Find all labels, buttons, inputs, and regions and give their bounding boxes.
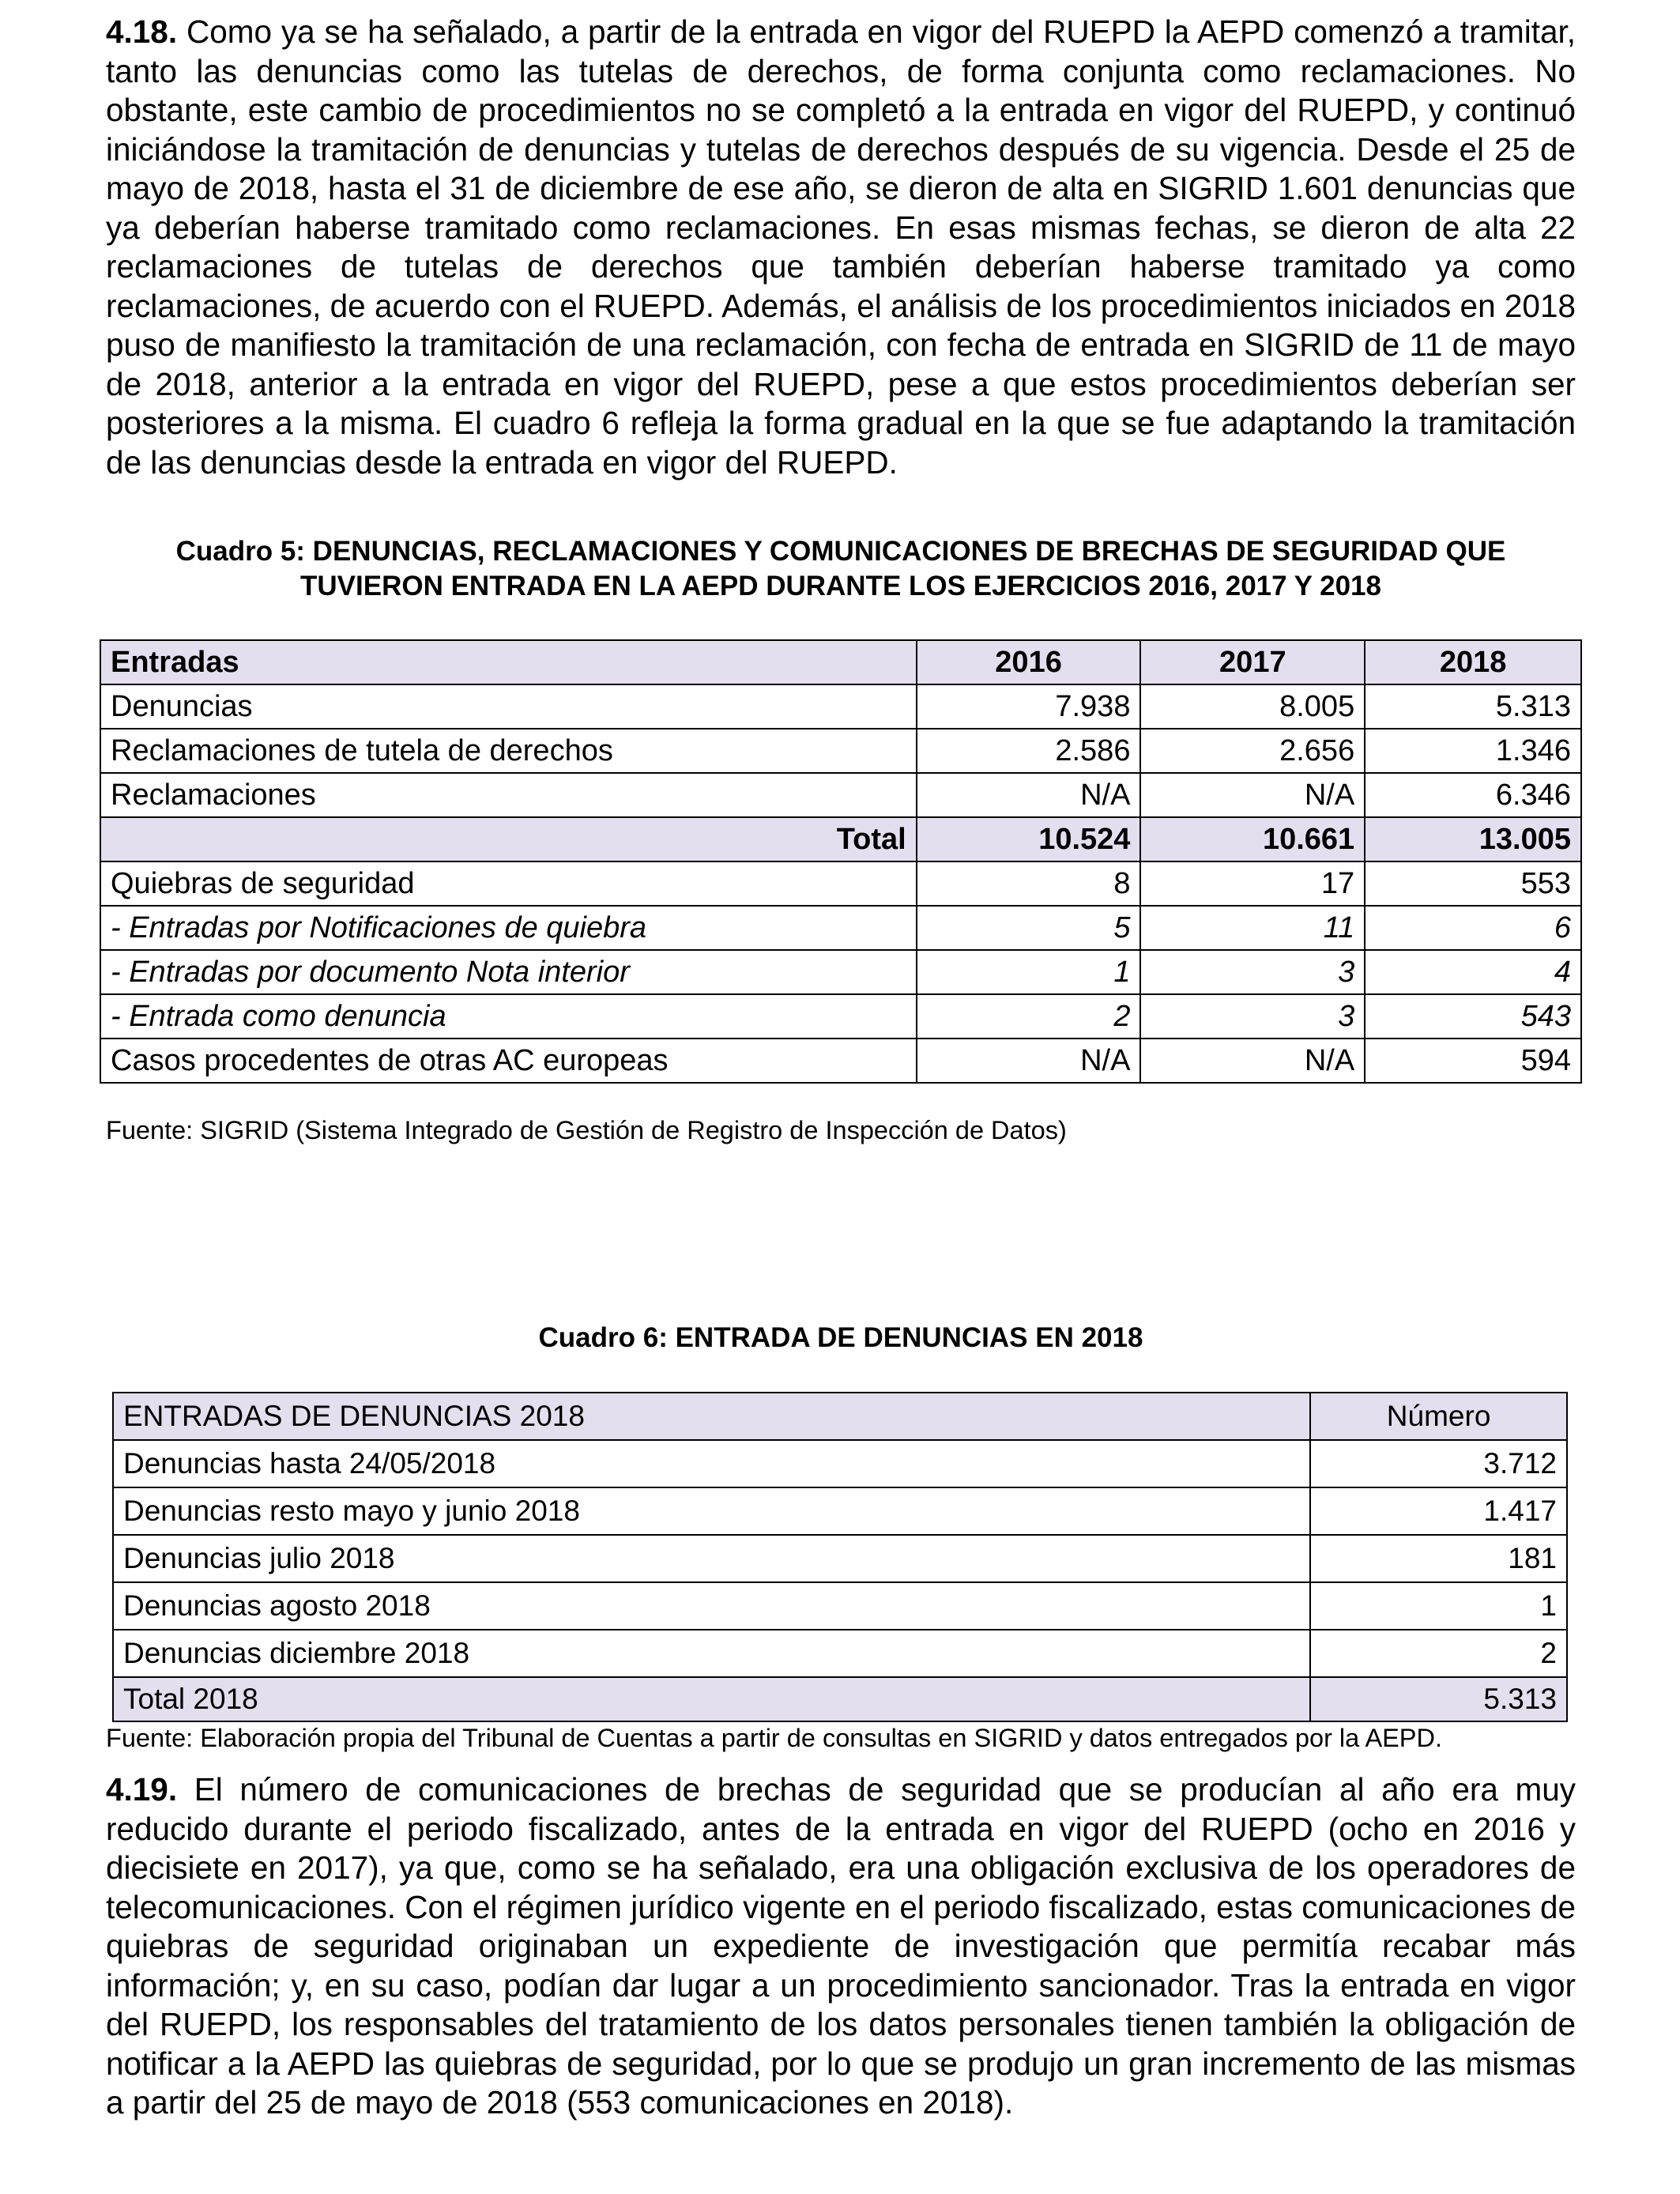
row-label: Denuncias diciembre 2018 bbox=[113, 1630, 1310, 1677]
header-cell: 2016 bbox=[917, 640, 1141, 684]
header-cell: 2017 bbox=[1140, 640, 1365, 684]
cell-value: N/A bbox=[917, 773, 1141, 817]
table-row bbox=[113, 1440, 1567, 1487]
cuadro-5-table bbox=[100, 639, 1582, 1084]
cell-value: 3 bbox=[1140, 950, 1365, 994]
table-row bbox=[113, 1582, 1567, 1630]
paragraph-number: 4.19. bbox=[106, 1771, 178, 1808]
cell-value: 2.586 bbox=[917, 729, 1141, 773]
table-header-row bbox=[100, 640, 1581, 684]
cell-value: 2.656 bbox=[1140, 729, 1365, 773]
total-row bbox=[113, 1677, 1567, 1721]
header-cell: Número bbox=[1310, 1393, 1567, 1440]
header-cell: ENTRADAS DE DENUNCIAS 2018 bbox=[113, 1393, 1310, 1440]
cell-value: 8.005 bbox=[1140, 684, 1365, 729]
table-row bbox=[100, 906, 1581, 950]
row-label: Denuncias bbox=[100, 684, 917, 729]
header-cell: 2018 bbox=[1365, 640, 1581, 684]
cell-value: 17 bbox=[1140, 861, 1365, 906]
cell-value: 594 bbox=[1365, 1039, 1581, 1083]
cell-value: 5 bbox=[917, 906, 1141, 950]
cell-value: 13.005 bbox=[1365, 817, 1581, 861]
cuadro-6-caption: Cuadro 6: ENTRADA DE DENUNCIAS EN 2018 bbox=[538, 1322, 1143, 1353]
cuadro-5-caption bbox=[106, 534, 1576, 604]
row-label: Total bbox=[100, 817, 917, 861]
cell-value: 6 bbox=[1365, 906, 1581, 950]
row-label: Quiebras de seguridad bbox=[100, 861, 917, 906]
table-row bbox=[100, 773, 1581, 817]
cell-value: N/A bbox=[1140, 1039, 1365, 1083]
cell-value: 1 bbox=[917, 950, 1141, 994]
cell-value: 1 bbox=[1310, 1582, 1567, 1630]
table-header-row bbox=[113, 1393, 1567, 1440]
header-cell: Entradas bbox=[100, 640, 917, 684]
paragraph-4-18 bbox=[106, 13, 1576, 482]
table-row bbox=[100, 950, 1581, 994]
paragraph-text: Como ya se ha señalado, a partir de la entrada en vigor del RUEPD la AEPD comenzó a tramitar, tanto las denuncias como las tutelas de derechos, de forma conjunta como reclamaciones. No obstante, este cambio de procedimientos no se completó a la entrada en vigor del RUEPD, y continuó iniciándose la tramitación de denuncias y tutelas de derechos después de su vigencia. Desde el 25 de mayo de 2018, hasta el 31 de diciembre de ese año, se dieron de alta en SIGRID 1.601 denuncias que ya deberían haberse tramitado como reclamaciones. En esas mismas fechas, se dieron de alta 22 reclamaciones de tutelas de derechos que también deberían haberse tramitado ya como reclamaciones, de acuerdo con el RUEPD. Además, el análisis de los procedimientos iniciados en 2018 puso de manifiesto la tramitación de una reclamación, con fecha de entrada en SIGRID de 11 de mayo de 2018, anterior a la entrada en vigor del RUEPD, pese a que estos procedimientos deberían ser posteriores a la misma. El cuadro 6 refleja la forma gradual en la que se fue adaptando la tramitación de las denuncias desde la entrada en vigor del RUEPD. bbox=[106, 13, 1576, 481]
row-label: Denuncias julio 2018 bbox=[113, 1535, 1310, 1582]
table-row bbox=[113, 1487, 1567, 1535]
caption-line-2: TUVIERON ENTRADA EN LA AEPD DURANTE LOS EJERCICIOS 2016, 2017 Y 2018 bbox=[300, 571, 1381, 601]
cell-value: 4 bbox=[1365, 950, 1581, 994]
row-label: - Entradas por Notificaciones de quiebra bbox=[100, 906, 917, 950]
cell-value: 2 bbox=[1310, 1630, 1567, 1677]
cell-value: 1.346 bbox=[1365, 729, 1581, 773]
table-row bbox=[100, 994, 1581, 1039]
row-label: Denuncias hasta 24/05/2018 bbox=[113, 1440, 1310, 1487]
cell-value: 10.524 bbox=[917, 817, 1141, 861]
cell-value: 5.313 bbox=[1365, 684, 1581, 729]
paragraph-number: 4.18. bbox=[106, 13, 178, 50]
cell-value: N/A bbox=[1140, 773, 1365, 817]
table-row bbox=[100, 729, 1581, 773]
row-label: Reclamaciones bbox=[100, 773, 917, 817]
row-label: Reclamaciones de tutela de derechos bbox=[100, 729, 917, 773]
cell-value: 3 bbox=[1140, 994, 1365, 1039]
row-label: Denuncias resto mayo y junio 2018 bbox=[113, 1487, 1310, 1535]
cell-value: 5.313 bbox=[1310, 1677, 1567, 1721]
row-label: Denuncias agosto 2018 bbox=[113, 1582, 1310, 1630]
row-label: - Entradas por documento Nota interior bbox=[100, 950, 917, 994]
cell-value: N/A bbox=[917, 1039, 1141, 1083]
table-row bbox=[113, 1630, 1567, 1677]
row-label: Total 2018 bbox=[113, 1677, 1310, 1721]
cell-value: 7.938 bbox=[917, 684, 1141, 729]
cell-value: 181 bbox=[1310, 1535, 1567, 1582]
paragraph-text: El número de comunicaciones de brechas de seguridad que se producían al año era muy reducido durante el periodo fiscalizado, antes de la entrada en vigor del RUEPD (ocho en 2016 y diecisiete en 2017), ya que, como se ha señalado, era una obligación exclusiva de los operadores de telecomunicaciones. Con el régimen jurídico vigente en el periodo fiscalizado, estas comunicaciones de quiebras de seguridad originaban un expediente de investigación que permitía recabar más información; y, en su caso, podían dar lugar a un procedimiento sancionador. Tras la entrada en vigor del RUEPD, los responsables del tratamiento de los datos personales tienen también la obligación de notificar a la AEPD las quiebras de seguridad, por lo que se produjo un gran incremento de las mismas a partir del 25 de mayo de 2018 (553 comunicaciones en 2018). bbox=[106, 1771, 1576, 2120]
cuadro-6-source: Fuente: Elaboración propia del Tribunal de Cuentas a partir de consultas en SIGRID y datos entregados por la AEPD. bbox=[106, 1724, 1442, 1752]
paragraph-4-19 bbox=[106, 1770, 1576, 2123]
cell-value: 543 bbox=[1365, 994, 1581, 1039]
table-row bbox=[100, 861, 1581, 906]
cell-value: 8 bbox=[917, 861, 1141, 906]
table-row bbox=[113, 1535, 1567, 1582]
cuadro-6-table bbox=[112, 1392, 1568, 1722]
table-row bbox=[100, 1039, 1581, 1083]
table-row bbox=[100, 684, 1581, 729]
cell-value: 3.712 bbox=[1310, 1440, 1567, 1487]
total-row bbox=[100, 817, 1581, 861]
cell-value: 2 bbox=[917, 994, 1141, 1039]
cell-value: 10.661 bbox=[1140, 817, 1365, 861]
cell-value: 1.417 bbox=[1310, 1487, 1567, 1535]
row-label: - Entrada como denuncia bbox=[100, 994, 917, 1039]
cell-value: 553 bbox=[1365, 861, 1581, 906]
cell-value: 11 bbox=[1140, 906, 1365, 950]
caption-line-1: Cuadro 5: DENUNCIAS, RECLAMACIONES Y COMUNICACIONES DE BRECHAS DE SEGURIDAD QUE bbox=[175, 536, 1506, 567]
cuadro-5-source: Fuente: SIGRID (Sistema Integrado de Gestión de Registro de Inspección de Datos) bbox=[106, 1116, 1067, 1144]
cell-value: 6.346 bbox=[1365, 773, 1581, 817]
row-label: Casos procedentes de otras AC europeas bbox=[100, 1039, 917, 1083]
